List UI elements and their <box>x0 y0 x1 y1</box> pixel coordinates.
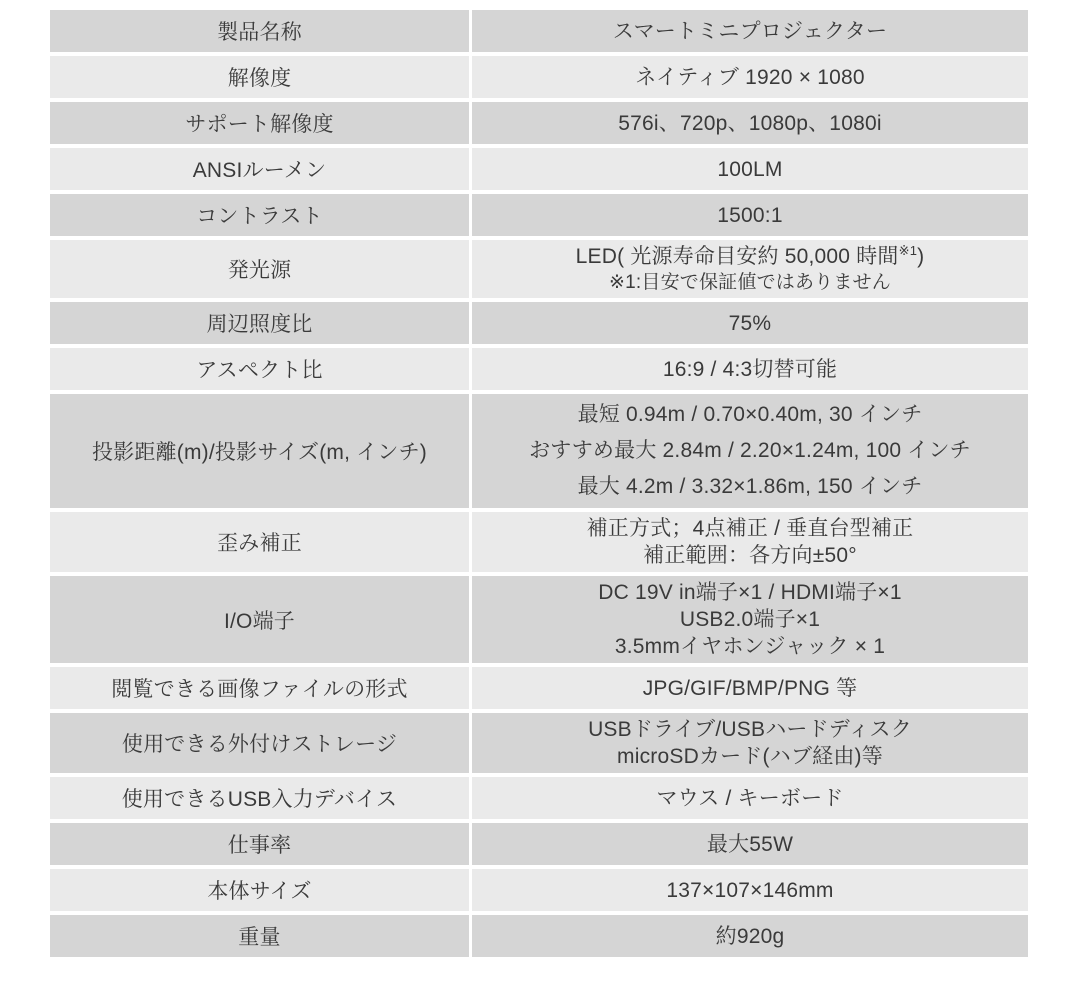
spec-label: 使用できるUSB入力デバイス <box>121 788 398 811</box>
spec-value-line <box>643 542 857 569</box>
spec-value-text: スマートミニプロジェクター <box>612 19 888 43</box>
spec-value-text: USB2.0端子×1 <box>679 608 821 631</box>
spec-label-cell <box>50 777 469 819</box>
spec-value-text: USBドライブ/USBハードディスク <box>588 718 912 741</box>
spec-value-text: 補正範囲：各方向±50° <box>643 544 857 567</box>
spec-value-cell <box>472 56 1028 98</box>
spec-value-tail: ) <box>917 245 925 268</box>
spec-row <box>50 823 1028 865</box>
spec-value-cell <box>472 667 1028 709</box>
spec-label: 解像度 <box>227 67 292 90</box>
spec-label-cell <box>50 302 469 344</box>
spec-row <box>50 148 1028 190</box>
spec-value-line <box>663 356 837 383</box>
spec-label: ANSIルーメン <box>192 159 327 182</box>
spec-row <box>50 302 1028 344</box>
spec-value-text: ネイティブ 1920 × 1080 <box>635 65 865 89</box>
spec-value-text: おすすめ最大 2.84m / 2.20×1.24m, 100 インチ <box>529 439 971 462</box>
spec-label: アスペクト比 <box>196 359 323 382</box>
spec-value-cell <box>472 869 1028 911</box>
spec-label: I/O端子 <box>223 609 295 633</box>
spec-value-note <box>609 270 891 295</box>
spec-value-line <box>656 785 843 812</box>
spec-label-cell <box>50 240 469 298</box>
spec-row <box>50 56 1028 98</box>
spec-value-text: 3.5mmイヤホンジャック × 1 <box>614 635 886 658</box>
spec-row <box>50 915 1028 957</box>
spec-value-cell <box>472 10 1028 52</box>
spec-row <box>50 512 1028 572</box>
spec-value-line <box>717 202 782 229</box>
spec-row <box>50 667 1028 709</box>
spec-label: 歪み補正 <box>217 532 302 555</box>
spec-label-cell <box>50 667 469 709</box>
spec-row <box>50 777 1028 819</box>
spec-value-line <box>680 606 820 633</box>
spec-value-cell <box>472 915 1028 957</box>
spec-row <box>50 348 1028 390</box>
spec-value-text: マウス / キーボード <box>656 786 844 810</box>
spec-row <box>50 10 1028 52</box>
spec-label: 重量 <box>238 926 281 949</box>
spec-value-line <box>615 633 885 660</box>
spec-value-text: 最短 0.94m / 0.70×0.40m, 30 インチ <box>577 403 923 426</box>
spec-value-text: 補正方式；4点補正 / 垂直台型補正 <box>586 517 914 540</box>
spec-label: 製品名称 <box>217 21 302 44</box>
spec-value-text: 最大55W <box>706 832 794 856</box>
spec-value-text: 約920g <box>715 924 785 948</box>
spec-value-cell <box>472 394 1028 508</box>
spec-label-cell <box>50 576 469 663</box>
spec-value-text: 576i、720p、1080p、1080i <box>618 111 882 135</box>
spec-value-line <box>576 243 925 270</box>
spec-label: 仕事率 <box>227 834 292 857</box>
spec-row <box>50 713 1028 773</box>
spec-value-cell <box>472 348 1028 390</box>
spec-value-line <box>617 743 883 770</box>
spec-value-line <box>666 877 833 904</box>
spec-label-cell <box>50 56 469 98</box>
spec-value-line <box>598 579 902 606</box>
spec-value-line <box>716 923 785 950</box>
spec-value-line <box>707 831 793 858</box>
spec-label: 投影距離(m)/投影サイズ(m, インチ) <box>92 441 427 464</box>
spec-value-line <box>578 469 923 505</box>
spec-value-cell <box>472 713 1028 773</box>
spec-label: 周辺照度比 <box>206 313 313 336</box>
spec-value-cell <box>472 302 1028 344</box>
spec-row <box>50 240 1028 298</box>
spec-label: 閲覧できる画像ファイルの形式 <box>111 678 408 701</box>
spec-value-line <box>578 397 923 433</box>
spec-label: 発光源 <box>227 259 292 282</box>
spec-value-text: 137×107×146mm <box>666 878 834 902</box>
spec-value-text: 16:9 / 4:3切替可能 <box>662 357 838 381</box>
spec-value-text: 1500:1 <box>717 203 783 227</box>
spec-label-cell <box>50 148 469 190</box>
spec-row <box>50 869 1028 911</box>
spec-label-cell <box>50 915 469 957</box>
spec-value-cell <box>472 194 1028 236</box>
spec-value-line <box>587 515 914 542</box>
spec-label-cell <box>50 10 469 52</box>
spec-label-cell <box>50 512 469 572</box>
spec-label: サポート解像度 <box>185 113 334 136</box>
spec-row <box>50 394 1028 508</box>
spec-value-text: JPG/GIF/BMP/PNG 等 <box>642 676 858 700</box>
spec-row <box>50 576 1028 663</box>
spec-value-cell <box>472 823 1028 865</box>
spec-value-cell <box>472 102 1028 144</box>
spec-value-cell <box>472 512 1028 572</box>
spec-label-cell <box>50 869 469 911</box>
spec-value-text: microSDカード(ハブ経由)等 <box>617 745 883 768</box>
spec-value-cell <box>472 777 1028 819</box>
spec-value-text: 最大 4.2m / 3.32×1.86m, 150 インチ <box>577 475 923 498</box>
spec-value-line <box>717 156 782 183</box>
spec-label-cell <box>50 194 469 236</box>
spec-value-text: LED( 光源寿命目安約 50,000 時間 <box>575 245 899 268</box>
spec-label-cell <box>50 394 469 508</box>
spec-value-line <box>618 110 881 137</box>
spec-value-text: 75% <box>728 311 772 335</box>
spec-value-cell <box>472 576 1028 663</box>
spec-label-cell <box>50 348 469 390</box>
spec-value-line <box>613 18 887 45</box>
spec-label-cell <box>50 823 469 865</box>
spec-value-line <box>588 716 912 743</box>
spec-label: 使用できる外付けストレージ <box>121 733 398 756</box>
spec-value-line <box>635 64 865 91</box>
spec-value-cell <box>472 148 1028 190</box>
spec-label-cell <box>50 713 469 773</box>
spec-value-text: ※1:目安で保証値ではありません <box>609 272 891 293</box>
spec-label: 本体サイズ <box>207 880 312 903</box>
product-spec-table <box>50 10 1028 961</box>
spec-label: コントラスト <box>196 205 323 228</box>
spec-value-line <box>529 433 971 469</box>
spec-label-cell <box>50 102 469 144</box>
spec-row <box>50 194 1028 236</box>
spec-value-cell <box>472 240 1028 298</box>
spec-value-line <box>729 310 772 337</box>
spec-value-line <box>643 675 858 702</box>
footnote-marker: ※1 <box>898 243 918 258</box>
spec-value-text: 100LM <box>717 157 783 181</box>
spec-row <box>50 102 1028 144</box>
spec-value-text: DC 19V in端子×1 / HDMI端子×1 <box>598 581 902 604</box>
